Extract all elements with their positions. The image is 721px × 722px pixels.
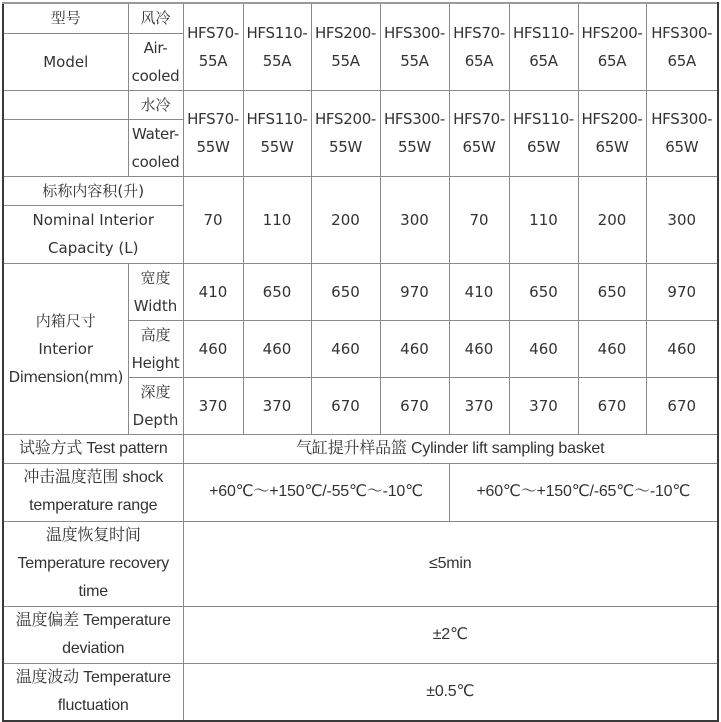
water-model-cell: HFS70- 55W <box>183 90 243 176</box>
capacity-value: 200 <box>311 176 380 263</box>
depth-value: 370 <box>183 377 243 434</box>
width-label: 宽度 Width <box>128 263 183 320</box>
height-value: 460 <box>449 320 509 377</box>
empty-cell <box>3 119 128 176</box>
height-label: 高度 Height <box>128 320 183 377</box>
fluctuation-label: 温度波动 Temperature fluctuation <box>3 663 183 721</box>
water-model-cell: HFS300- 55W <box>380 90 449 176</box>
recovery-time-value: ≤5min <box>183 521 718 606</box>
air-model-cell: HFS110- 65A <box>509 3 578 90</box>
empty-cell <box>3 90 128 119</box>
water-model-cell: HFS110- 55W <box>243 90 311 176</box>
water-cooled-label-en: Water-cooled <box>128 119 183 176</box>
dimension-width-row <box>3 263 718 320</box>
depth-value: 670 <box>380 377 449 434</box>
capacity-row-cn <box>3 176 718 205</box>
height-value: 460 <box>578 320 646 377</box>
air-cooled-label-en: Air-cooled <box>128 33 183 90</box>
model-water-row-cn <box>3 90 718 119</box>
depth-label: 深度 Depth <box>128 377 183 434</box>
shock-range-label: 冲击温度范围 shock temperature range <box>3 463 183 521</box>
model-label-cn: 型号 <box>3 3 128 33</box>
deviation-value: ±2℃ <box>183 606 718 663</box>
air-model-cell: HFS300- 55A <box>380 3 449 90</box>
test-pattern-label: 试验方式 Test pattern <box>3 434 183 463</box>
fluctuation-row <box>3 663 718 721</box>
height-value: 460 <box>509 320 578 377</box>
capacity-value: 110 <box>243 176 311 263</box>
model-label-en: Model <box>3 33 128 90</box>
height-value: 460 <box>311 320 380 377</box>
height-value: 460 <box>183 320 243 377</box>
air-cooled-label-cn: 风冷 <box>128 3 183 33</box>
deviation-row <box>3 606 718 663</box>
height-value: 460 <box>646 320 718 377</box>
air-model-cell: HFS70- 65A <box>449 3 509 90</box>
test-pattern-row <box>3 434 718 463</box>
width-value: 650 <box>578 263 646 320</box>
deviation-label: 温度偏差 Temperature deviation <box>3 606 183 663</box>
depth-value: 670 <box>578 377 646 434</box>
depth-value: 370 <box>243 377 311 434</box>
air-model-cell: HFS200- 65A <box>578 3 646 90</box>
width-value: 650 <box>243 263 311 320</box>
depth-value: 670 <box>646 377 718 434</box>
water-cooled-label-cn: 水冷 <box>128 90 183 119</box>
water-model-cell: HFS70- 65W <box>449 90 509 176</box>
water-model-cell: HFS200- 55W <box>311 90 380 176</box>
test-pattern-value: 气缸提升样品篮 Cylinder lift sampling basket <box>183 434 718 463</box>
capacity-value: 300 <box>646 176 718 263</box>
width-value: 650 <box>509 263 578 320</box>
water-model-cell: HFS300- 65W <box>646 90 718 176</box>
shock-range-65-value: +60℃～+150℃/-65℃～-10℃ <box>449 463 718 521</box>
capacity-value: 200 <box>578 176 646 263</box>
shock-range-row <box>3 463 718 521</box>
air-model-cell: HFS200- 55A <box>311 3 380 90</box>
dimension-label: 内箱尺寸 Interior Dimension(mm) <box>3 263 128 434</box>
capacity-label-en: Nominal Interior Capacity (L) <box>3 205 183 263</box>
capacity-value: 110 <box>509 176 578 263</box>
air-model-cell: HFS300- 65A <box>646 3 718 90</box>
width-value: 970 <box>380 263 449 320</box>
width-value: 410 <box>183 263 243 320</box>
width-value: 650 <box>311 263 380 320</box>
width-value: 970 <box>646 263 718 320</box>
water-model-cell: HFS200- 65W <box>578 90 646 176</box>
model-air-row-cn <box>3 3 718 33</box>
capacity-value: 300 <box>380 176 449 263</box>
depth-value: 370 <box>449 377 509 434</box>
air-model-cell: HFS110- 55A <box>243 3 311 90</box>
shock-range-55-value: +60℃～+150℃/-55℃～-10℃ <box>183 463 449 521</box>
depth-value: 370 <box>509 377 578 434</box>
capacity-value: 70 <box>449 176 509 263</box>
width-value: 410 <box>449 263 509 320</box>
fluctuation-value: ±0.5℃ <box>183 663 718 721</box>
specification-table <box>2 2 719 722</box>
recovery-time-row <box>3 521 718 606</box>
height-value: 460 <box>243 320 311 377</box>
water-model-cell: HFS110- 65W <box>509 90 578 176</box>
recovery-time-label: 温度恢复时间 Temperature recovery time <box>3 521 183 606</box>
depth-value: 670 <box>311 377 380 434</box>
capacity-value: 70 <box>183 176 243 263</box>
capacity-label-cn: 标称内容积(升) <box>3 176 183 205</box>
height-value: 460 <box>380 320 449 377</box>
air-model-cell: HFS70- 55A <box>183 3 243 90</box>
